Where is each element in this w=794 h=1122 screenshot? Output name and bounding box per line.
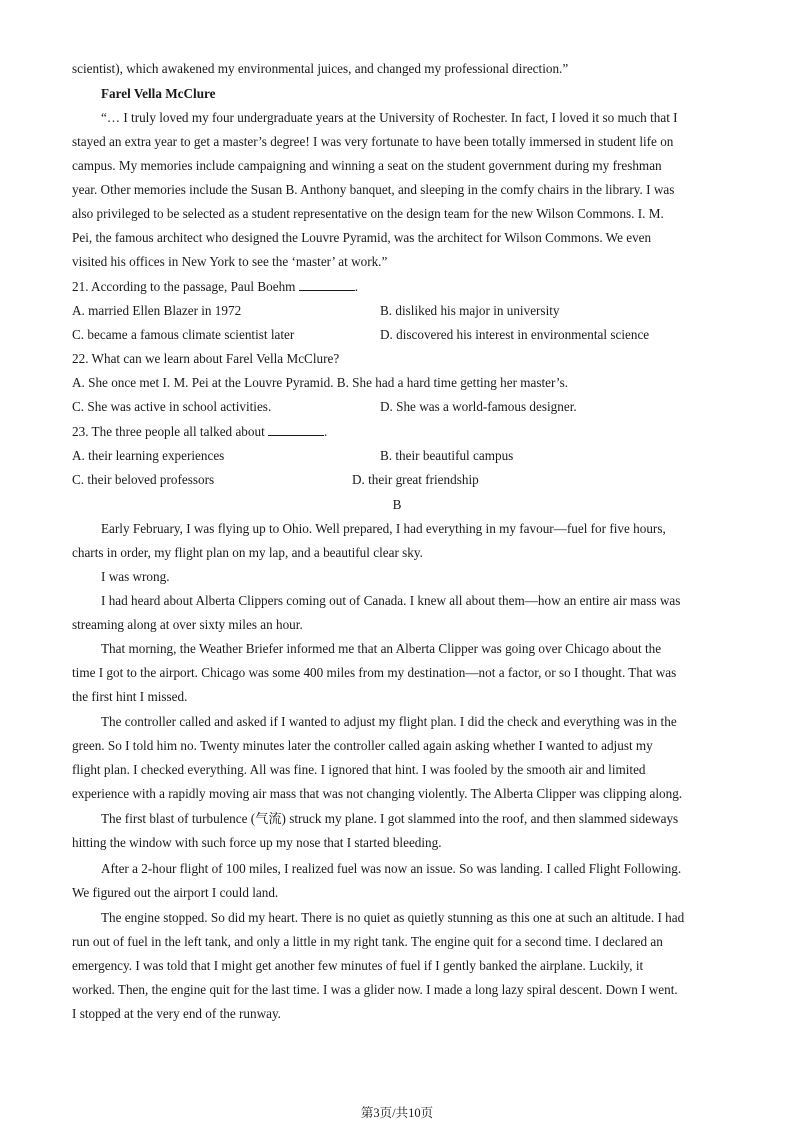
option-21d: D. discovered his interest in environmental science — [380, 327, 650, 342]
speaker-name: Farel Vella McClure — [101, 86, 216, 101]
question-text: 21. According to the passage, Paul Boehm — [72, 279, 296, 294]
passage-line: I had heard about Alberta Clippers coming out of Canada. I knew all about them—how an entire air mass was — [101, 593, 681, 608]
option-21a: A. married Ellen Blazer in 1972 — [72, 303, 242, 318]
question-23-stem — [72, 424, 722, 440]
option-22ab: A. She once met I. M. Pei at the Louvre Pyramid. B. She had a hard time getting her master’s. — [72, 375, 569, 390]
passage-line: emergency. I was told that I might get another few minutes of fuel if I gently banked the airplane. Luckily, it — [72, 958, 644, 973]
option-23b: B. their beautiful campus — [380, 448, 514, 463]
section-heading: B — [392, 497, 402, 512]
question-text: 23. The three people all talked about — [72, 424, 265, 439]
passage-line: campus. My memories include campaigning and winning a seat on the student government during my freshman — [72, 158, 662, 173]
question-end: . — [324, 424, 328, 439]
passage-line: run out of fuel in the left tank, and only a little in my right tank. The engine quit for a second time. I declared an — [72, 934, 663, 949]
option-23c: C. their beloved professors — [72, 472, 215, 487]
passage-line: After a 2-hour flight of 100 miles, I realized fuel was now an issue. So was landing. I called Flight Following. — [101, 861, 682, 876]
passage-line: “… I truly loved my four undergraduate years at the University of Rochester. In fact, I loved it so much that I — [101, 110, 678, 125]
passage-line: I was wrong. — [101, 569, 170, 584]
passage-line: experience with a rapidly moving air mass that was not changing violently. The Alberta Clipper was clipping along. — [72, 786, 683, 801]
passage-line: flight plan. I checked everything. All was fine. I ignored that hint. I was fooled by the smooth air and limited — [72, 762, 646, 777]
passage-line: scientist), which awakened my environmental juices, and changed my professional direction.” — [72, 61, 569, 76]
answer-blank — [299, 290, 355, 291]
passage-line: year. Other memories include the Susan B. Anthony banquet, and sleeping in the comfy chairs in the library. I was — [72, 182, 675, 197]
passage-line: The controller called and asked if I wanted to adjust my flight plan. I did the check and everything was in the — [101, 714, 677, 729]
passage-line: The first blast of turbulence (气流) struck my plane. I got slammed into the roof, and then slammed sideways — [101, 811, 679, 826]
passage-line: The engine stopped. So did my heart. There is no quiet as quietly stunning as this one at such an altitude. I had — [101, 910, 685, 925]
passage-line: stayed an extra year to get a master’s degree! I was very fortunate to have been totally immersed in student life on — [72, 134, 674, 149]
page-number: 第3页/共10页 — [360, 1106, 434, 1120]
question-end: . — [354, 279, 359, 294]
passage-line: streaming along at over sixty miles an hour. — [72, 617, 303, 632]
passage-line: That morning, the Weather Briefer informed me that an Alberta Clipper was going over Chicago about the — [101, 641, 662, 656]
answer-blank — [268, 435, 324, 436]
option-23a: A. their learning experiences — [72, 448, 225, 463]
question-22-stem: 22. What can we learn about Farel Vella McClure? — [72, 351, 340, 366]
question-21-stem — [72, 279, 722, 295]
passage-line: worked. Then, the engine quit for the last time. I was a glider now. I made a long lazy spiral descent. Down I went. — [72, 982, 678, 997]
passage-line: time I got to the airport. Chicago was some 400 miles from my destination—not a factor, or so I thought. That was — [72, 665, 677, 680]
option-22c: C. She was active in school activities. — [72, 399, 272, 414]
passage-line: charts in order, my flight plan on my lap, and a beautiful clear sky. — [72, 545, 423, 560]
option-21c: C. became a famous climate scientist later — [72, 327, 295, 342]
option-21b: B. disliked his major in university — [380, 303, 560, 318]
option-22d: D. She was a world-famous designer. — [380, 399, 577, 414]
option-23d: D. their great friendship — [352, 472, 479, 487]
passage-line: visited his offices in New York to see the ‘master’ at work.” — [72, 254, 388, 269]
passage-line: also privileged to be selected as a student representative on the design team for the new Wilson Commons. I. M. — [72, 206, 664, 221]
passage-line: We figured out the airport I could land. — [72, 885, 279, 900]
passage-line: green. So I told him no. Twenty minutes later the controller called again asking whether I wanted to adjust my — [72, 738, 653, 753]
passage-line: Early February, I was flying up to Ohio. Well prepared, I had everything in my favour—fuel for five hours, — [101, 521, 666, 536]
passage-line: hitting the window with such force up my nose that I started bleeding. — [72, 835, 442, 850]
passage-line: Pei, the famous architect who designed the Louvre Pyramid, was the architect for Wilson Commons. We even — [72, 230, 652, 245]
passage-line: the first hint I missed. — [72, 689, 188, 704]
passage-line: I stopped at the very end of the runway. — [72, 1006, 281, 1021]
